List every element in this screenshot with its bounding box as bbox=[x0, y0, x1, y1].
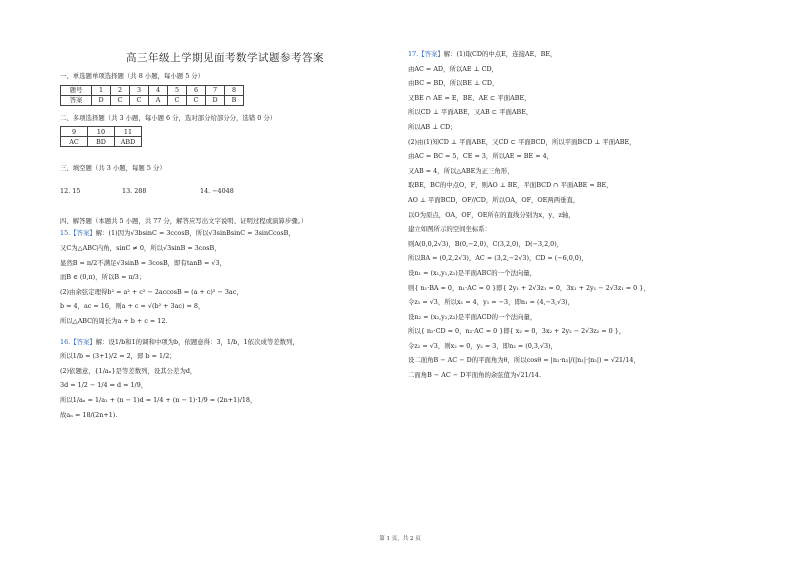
solution-line: 所以AB ⊥ CD； bbox=[408, 122, 457, 131]
answer-cell: A bbox=[149, 95, 168, 105]
question-number: 5 bbox=[168, 85, 187, 95]
page-title: 高三年级上学期见面考数学试题参考答案 bbox=[126, 52, 324, 64]
solution-line: 16.【答案】解：设1/b和1的调和中项为b，依题意得：3，1/b，1依次成等差数列， bbox=[60, 337, 299, 346]
answer-tag: 15.【答案】 bbox=[60, 229, 96, 238]
table-row bbox=[61, 137, 142, 147]
solution-line: 取BE，BC的中点O，F，则AO ⊥ BE，平面BCD ∩ 平面ABE = BE， bbox=[408, 181, 613, 190]
solution-line: 则A(0,0,2√3)，B(0,−2,0)，C(3,2,0)，D(−3,2,0)， bbox=[408, 239, 564, 248]
solution-line: 故aₙ = 18/(2n+1). bbox=[60, 410, 118, 419]
question-number: 4 bbox=[149, 85, 168, 95]
solution-line: 令z₂ = √3，则x₂ = 0，y₂ = 3，即n₂ = (0,3,√3)， bbox=[408, 341, 557, 350]
question-number: 9 bbox=[61, 127, 88, 137]
solution-line: 15.【答案】解：(1)因为√3bsinC = 3ccosB，所以√3sinBsinC = 3sinCcosB， bbox=[60, 229, 295, 238]
multi-choice-answer-table bbox=[60, 126, 142, 147]
page-footer: 第 1 页，共 2 页 bbox=[379, 536, 421, 542]
solution-line: 设n₂ = (x₂,y₂,z₂)是平面ACD的一个法向量， bbox=[408, 312, 537, 321]
single-choice-answer-table bbox=[60, 85, 244, 106]
solution-line: 3d = 1/2 − 1/4 ⇒ d = 1/9， bbox=[60, 381, 148, 390]
table-row bbox=[61, 127, 142, 137]
solution-line: 所以△ABC的周长为a + b + c = 12. bbox=[60, 317, 168, 325]
solution-line: 由AC = BC = 5，CE = 3，所以AE = BE = 4， bbox=[408, 152, 554, 161]
solution-line: 令z₁ = √3，所以x₁ = 4，y₁ = −3，即n₁ = (4,−3,√3)， bbox=[408, 298, 575, 307]
section3-heading: 三、填空题（共 3 小题，每题 5 分） bbox=[60, 164, 166, 173]
solution-line: 17.【答案】解：(1)取CD的中点E，连接AE、BE， bbox=[408, 50, 557, 58]
fill-in-answers bbox=[60, 187, 390, 195]
solution-line: 所以{ n₂·CD = 0，n₂·AC = 0 }即{ x₂ = 0，3x₂ + 2y₂ − 2√3z₂ = 0 }， bbox=[408, 327, 626, 336]
solution-line: 则{ n₁·BA = 0，n₁·AC = 0 }即{ 2y₁ + 2√3z₁ = 0，3x₁ + 2y₁ − 2√3z₁ = 0 }， bbox=[408, 283, 650, 292]
question-number: 6 bbox=[187, 85, 206, 95]
fill-answer-12: 12. 15 bbox=[60, 186, 81, 195]
section2-heading: 二、多项选择题（共 3 小题，每小题 6 分，选对部分给部分分，选错 0 分） bbox=[60, 113, 277, 122]
table-row bbox=[61, 95, 244, 105]
solution-line: 所以CD ⊥ 平面ABE，又AB ⊂ 平面ABE， bbox=[408, 108, 533, 117]
solution-line: 显然B = π/2不满足√3sinB = 3cosB，即有tanB = √3， bbox=[60, 258, 226, 267]
left-column bbox=[60, 50, 390, 425]
solution-line: 设n₁ = (x₁,y₁,z₁)是平面ABC的一个法向量， bbox=[408, 268, 537, 277]
solution-line: (2)由(1)知CD ⊥ 平面ABE，又CD ⊂ 平面BCD，所以平面BCD ⊥ 平面ABE， bbox=[408, 137, 636, 146]
question-number: 10 bbox=[88, 127, 115, 137]
answer-cell: C bbox=[111, 95, 130, 105]
q16-solution bbox=[60, 338, 390, 419]
question-number: 2 bbox=[111, 85, 130, 95]
fill-answer-13: 13. 288 bbox=[122, 186, 147, 195]
row-label: 题号 bbox=[61, 85, 92, 95]
solution-line: 以O为原点，OA，OF，OE所在的直线分别为x，y，z轴， bbox=[408, 210, 575, 219]
question-number: 1 bbox=[92, 85, 111, 95]
right-column bbox=[408, 50, 738, 386]
answer-cell: C bbox=[168, 95, 187, 105]
solution-line: b = 4，ac = 16，则a + c = √(b² + 3ac) = 8， bbox=[60, 302, 205, 311]
answer-cell: AC bbox=[61, 137, 88, 147]
answer-cell: C bbox=[130, 95, 149, 105]
row-label: 答案 bbox=[61, 95, 92, 105]
answer-tag: 16.【答案】 bbox=[60, 337, 96, 346]
question-number: 11 bbox=[115, 127, 142, 137]
answer-cell: BD bbox=[88, 137, 115, 147]
solution-line: 二面角B − AC − D平面角的余弦值为√21/14. bbox=[408, 371, 541, 380]
answer-cell: C bbox=[187, 95, 206, 105]
answer-cell: B bbox=[225, 95, 244, 105]
q15-solution bbox=[60, 229, 390, 325]
solution-line: 又BE ∩ AE = E，BE、AE ⊂ 平面ABE， bbox=[408, 93, 531, 102]
solution-line: 所以1/aₙ = 1/a₁ + (n − 1)d = 1/4 + (n − 1)·1/9 = (2n+1)/18， bbox=[60, 395, 257, 404]
solution-line: 由BC = BD，所以BE ⊥ CD， bbox=[408, 79, 499, 88]
answer-cell: ABD bbox=[115, 137, 142, 147]
solution-line: (2)由余弦定理得b² = a² + c² − 2accosB = (a + c)² − 3ac， bbox=[60, 287, 243, 296]
section1-heading: 一、单选题单项选择题（共 8 小题，每小题 5 分） bbox=[60, 72, 205, 81]
answer-tag: 17.【答案】 bbox=[408, 50, 444, 58]
answer-cell: D bbox=[92, 95, 111, 105]
solution-line: 又C为△ABC内角，sinC ≠ 0，所以√3sinB = 3cosB， bbox=[60, 244, 221, 253]
q17-solution bbox=[408, 50, 738, 379]
question-number: 8 bbox=[225, 85, 244, 95]
solution-line: 由AC = AD，所以AE ⊥ CD， bbox=[408, 64, 498, 73]
section4-heading: 四、解答题（本题共 5 小题，共 77 分，解答应写出文字说明、证明过程或演算步骤。） bbox=[60, 217, 308, 226]
solution-line: 设二面角B − AC − D的平面角为θ，所以cosθ = |n₁·n₂|/(|n₁|·|n₂|) = √21/14， bbox=[408, 356, 640, 365]
fill-answer-14: 14. −4048 bbox=[200, 186, 234, 195]
solution-line: (2)依题意，{1/aₙ}是等差数列，设其公差为d， bbox=[60, 366, 197, 375]
answer-cell: D bbox=[206, 95, 225, 105]
question-number: 3 bbox=[130, 85, 149, 95]
solution-line: 建立如图所示的空间坐标系： bbox=[408, 225, 492, 234]
question-number: 7 bbox=[206, 85, 225, 95]
solution-line: 而B ∈ (0,π)，所以B = π/3； bbox=[60, 273, 146, 282]
solution-line: AO ⊥ 平面BCD，OF//CD，所以OA，OF，OE两两垂直， bbox=[408, 195, 580, 204]
solution-line: 又AB = 4，所以△ABE为正三角形， bbox=[408, 166, 514, 175]
table-row bbox=[61, 85, 244, 95]
solution-line: 所以BA = (0,2,2√3)，AC = (3,2,−2√3)，CD = (−6,0,0)， bbox=[408, 254, 588, 263]
solution-line: 所以1/b = (3+1)/2 = 2，即 b = 1/2； bbox=[60, 352, 176, 361]
